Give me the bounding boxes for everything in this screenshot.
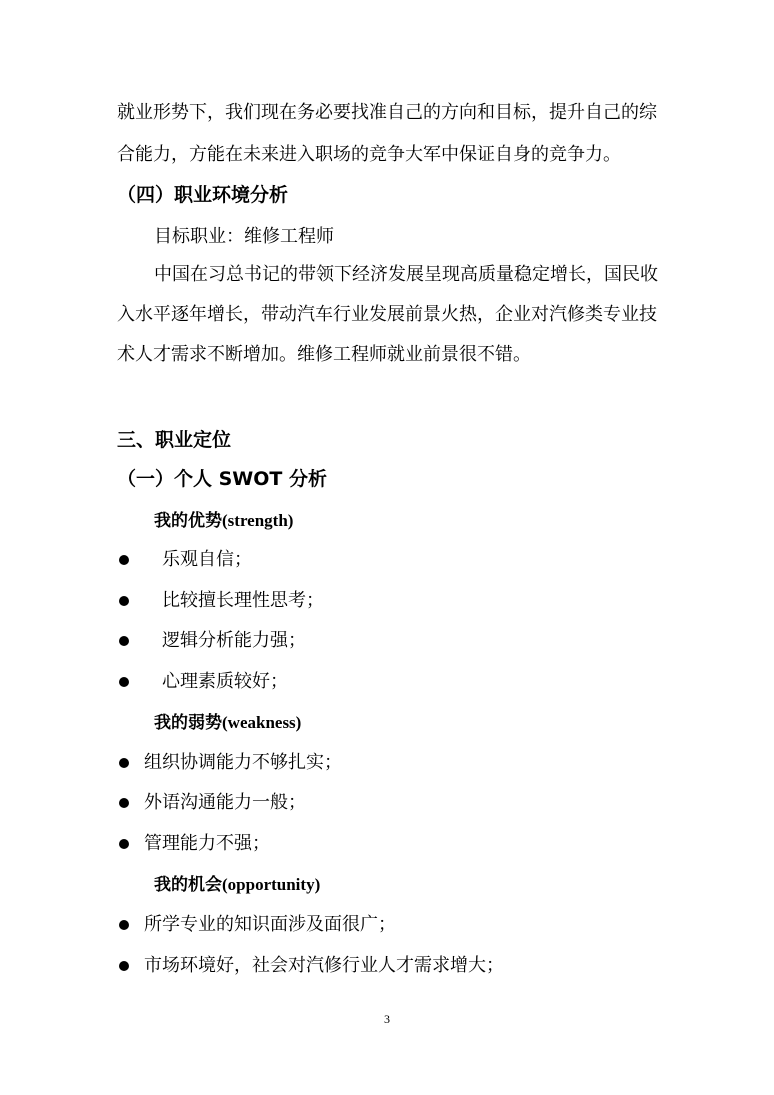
strengths-label-cn: 我的优势 [154, 511, 222, 531]
opportunities-label-cn: 我的机会 [154, 875, 222, 895]
list-item-text: 外语沟通能力一般； [144, 792, 306, 813]
environment-para-line-3: 术人才需求不断增加。维修工程师就业前景很不错。 [117, 344, 531, 365]
bullet-icon [119, 839, 129, 849]
weaknesses-label [154, 711, 301, 735]
list-item-text: 管理能力不强； [144, 833, 270, 854]
environment-para-line-1: 中国在习总书记的带领下经济发展呈现高质量稳定增长，国民收 [154, 264, 658, 285]
weaknesses-label-en: (weakness) [222, 713, 302, 732]
environment-para-line-2: 入水平逐年增长，带动汽车行业发展前景火热，企业对汽修类专业技 [117, 304, 657, 325]
bullet-icon [119, 758, 129, 768]
list-item-text: 比较擅长理性思考； [162, 590, 324, 611]
opportunities-label-en: (opportunity) [222, 875, 321, 894]
target-job-line: 目标职业：维修工程师 [154, 226, 334, 247]
strengths-label-en: (strength) [222, 511, 294, 530]
page-number: 3 [384, 1012, 390, 1026]
intro-line-2: 合能力，方能在未来进入职场的竞争大军中保证自身的竞争力。 [117, 144, 621, 165]
list-item-text: 心理素质较好； [162, 671, 288, 692]
bullet-icon [119, 677, 129, 687]
strengths-label [154, 509, 293, 533]
list-item-text: 乐观自信； [162, 549, 252, 570]
section-heading-positioning: 三、职业定位 [117, 429, 232, 451]
list-item-text: 逻辑分析能力强； [162, 630, 306, 651]
list-item-text: 所学专业的知识面涉及面很广； [144, 914, 396, 935]
list-item-text: 市场环境好，社会对汽修行业人才需求增大； [144, 955, 504, 976]
swot-subheading: （一）个人 SWOT 分析 [117, 468, 327, 490]
bullet-icon [119, 798, 129, 808]
bullet-icon [119, 555, 129, 565]
opportunities-label [154, 873, 320, 897]
intro-line-1: 就业形势下，我们现在务必要找准自己的方向和目标，提升自己的综 [117, 102, 657, 123]
bullet-icon [119, 636, 129, 646]
bullet-icon [119, 920, 129, 930]
bullet-icon [119, 961, 129, 971]
section-heading-environment: （四）职业环境分析 [117, 184, 289, 206]
weaknesses-label-cn: 我的弱势 [154, 713, 222, 733]
bullet-icon [119, 596, 129, 606]
list-item-text: 组织协调能力不够扎实； [144, 752, 342, 773]
